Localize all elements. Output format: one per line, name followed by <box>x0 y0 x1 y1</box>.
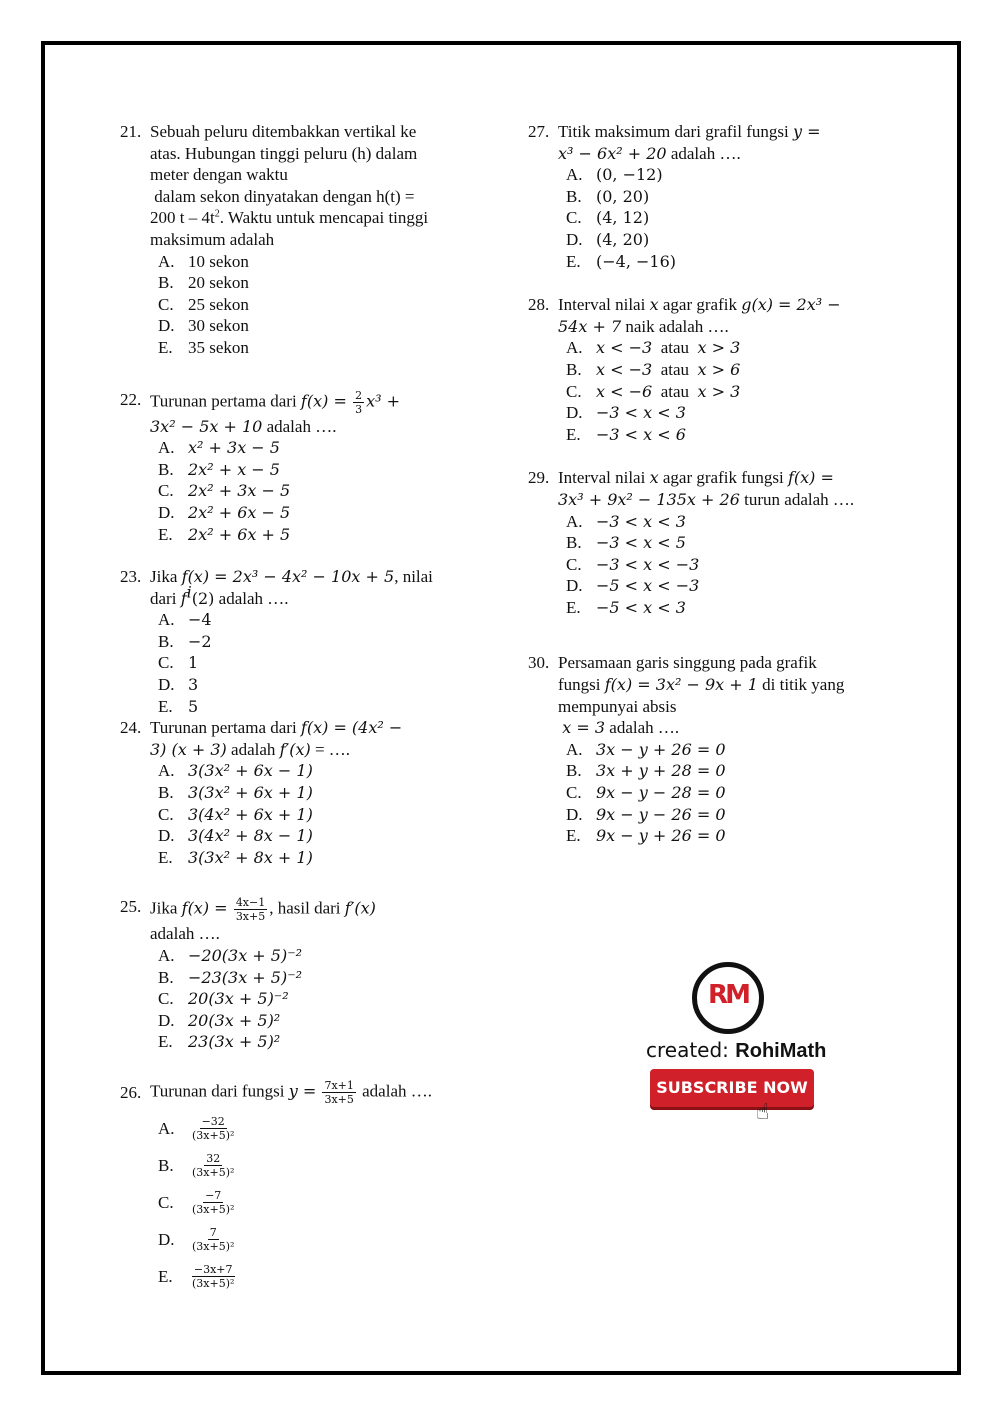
fraction: $\frac{7x+1}{3x+5}$ <box>324 1078 354 1106</box>
option[interactable]: B. 2x² + x − 5 <box>158 459 280 479</box>
option[interactable]: C. 9x − y − 28 = 0 <box>566 783 726 803</box>
option[interactable]: A. x² + 3x − 5 <box>158 438 280 458</box>
options-list <box>528 511 888 619</box>
option[interactable]: A. (0, −12) <box>566 165 663 185</box>
options-list <box>528 739 888 847</box>
option[interactable]: A. 10 sekon <box>158 251 249 271</box>
option[interactable]: B. $\frac{32}{\text{(3x+5)²}}$ <box>158 1151 235 1179</box>
option[interactable]: B. 3x + y + 28 = 0 <box>566 761 726 781</box>
option[interactable]: B. −2 <box>158 631 212 651</box>
question-26: 26. Turunan dari fungsi y = $\frac{7x+1}{3x+5}$ adalah …. A. $\frac{-32}{\text{(3x+5)²}}$ B. $\frac{32}{\text{(3x+5)²}}$ C. $\frac{-7}{\text{(3x+5)²}}$ D. $\frac{7}{\text{(3x+5)²}}$ E. $\frac{-3x+7}{\text{(3x+5)²}}$ <box>120 1079 480 1295</box>
option[interactable]: C. (4, 12) <box>566 208 650 228</box>
option[interactable]: E. 35 sekon <box>158 337 249 357</box>
option[interactable]: C. $\frac{-7}{\text{(3x+5)²}}$ <box>158 1188 235 1216</box>
options-list <box>528 337 888 445</box>
option[interactable]: C. 3(4x² + 6x + 1) <box>158 804 313 824</box>
option[interactable]: B. 20 sekon <box>158 273 249 293</box>
question-25: 25. Jika f(x) = $\frac{4x-1}{3x+5}$ , hasil dari f′(x) adalah …. A. −20(3x + 5)⁻² B. −23(3x + 5)⁻² C. 20(3x + 5)⁻² D. 20(3x + 5)² E. 23(3x + 5)² <box>120 896 480 1053</box>
options-list <box>120 760 480 868</box>
question-22: 22. Turunan pertama dari f(x) = $\frac{2}{3}$ x³ + 3x² − 5x + 10 adalah …. A. x² + 3x − 5 B. 2x² + x − 5 C. 2x² + 3x − 5 D. 2x² + 6x − 5 E. 2x² + 6x + 5 <box>120 389 480 546</box>
option[interactable]: D. 30 sekon <box>158 316 249 336</box>
question-29: 29. Interval nilai x agar grafik fungsi f(x) = 3x³ + 9x² − 135x + 26 turun adalah …. A. −3 < x < 3 B. −3 < x < 5 C. −3 < x < −3 D. −5 < x < −3 E. −5 < x < 3 <box>528 467 888 618</box>
option[interactable]: D. 3 <box>158 675 199 695</box>
question-text: Sebuah peluru ditembakkan vertikal ke atas. Hubungan tinggi peluru (h) dalam meter dengan waktu dalam sekon dinyatakan dengan h(t) = 200 t – $4t^2$. Waktu untuk mencapai tinggi maksimum adalah <box>150 122 429 249</box>
options-list <box>120 437 480 545</box>
option[interactable]: E. 23(3x + 5)² <box>158 1032 281 1052</box>
created-by: created: RohiMath <box>646 1038 827 1062</box>
option[interactable]: E. 9x − y + 26 = 0 <box>566 826 726 846</box>
option[interactable]: B. −23(3x + 5)⁻² <box>158 967 303 987</box>
question-number: 21. <box>120 122 142 141</box>
option[interactable]: C. 25 sekon <box>158 294 249 314</box>
option[interactable]: C. x < −6 atau x > 3 <box>566 381 741 401</box>
option[interactable]: E. −3 < x < 6 <box>566 424 686 444</box>
subscribe-button[interactable]: SUBSCRIBE NOW <box>650 1069 814 1107</box>
question-27: 27. Titik maksimum dari grafil fungsi y = x³ − 6x² + 20 adalah …. A. (0, −12) B. (0, 20) C. (4, 12) D. (4, 20) E. (−4, −16) <box>528 121 888 272</box>
question-24: 24. Turunan pertama dari f(x) = (4x² − 3) (x + 3) adalah f′(x) = …. A. 3(3x² + 6x − 1) B. 3(3x² + 6x + 1) C. 3(4x² + 6x + 1) D. 3(4x² + 8x − 1) E. 3(3x² + 8x + 1) <box>120 717 480 868</box>
option[interactable]: B. 3(3x² + 6x + 1) <box>158 783 313 803</box>
options-list <box>528 164 888 272</box>
option[interactable]: C. 20(3x + 5)⁻² <box>158 989 289 1009</box>
option[interactable]: A. 3x − y + 26 = 0 <box>566 739 726 759</box>
option[interactable]: D. −5 < x < −3 <box>566 576 700 596</box>
option[interactable]: C. −3 < x < −3 <box>566 554 700 574</box>
option[interactable]: B. −3 < x < 5 <box>566 533 686 553</box>
option[interactable]: B. (0, 20) <box>566 186 650 206</box>
option[interactable]: E. −5 < x < 3 <box>566 597 686 617</box>
option[interactable]: A. x < −3 atau x > 3 <box>566 338 741 358</box>
option[interactable]: E. 3(3x² + 8x + 1) <box>158 847 313 867</box>
option[interactable]: D. 20(3x + 5)² <box>158 1010 281 1030</box>
option[interactable]: A. −4 <box>158 610 212 630</box>
brand-block <box>640 962 830 1132</box>
fraction: $\frac{4x-1}{3x+5}$ <box>235 896 266 924</box>
option[interactable]: E. (−4, −16) <box>566 251 677 271</box>
options-list <box>120 609 480 717</box>
question-28: 28. Interval nilai x agar grafik g(x) = 2x³ − 54x + 7 naik adalah …. A. x < −3 atau x > 3 B. x < −3 atau x > 6 C. x < −6 atau x > 3 D. −3 < x < 3 E. −3 < x < 6 <box>528 294 888 445</box>
option[interactable]: D. (4, 20) <box>566 229 650 249</box>
hand-cursor-icon: ☝ <box>756 1100 770 1125</box>
option[interactable]: B. x < −3 atau x > 6 <box>566 359 741 379</box>
options-list <box>120 945 480 1053</box>
option[interactable]: A. −3 < x < 3 <box>566 511 686 531</box>
option[interactable]: E. 2x² + 6x + 5 <box>158 524 291 544</box>
option[interactable]: A. −20(3x + 5)⁻² <box>158 946 303 965</box>
option[interactable]: D. −3 < x < 3 <box>566 403 686 423</box>
left-column <box>120 121 480 1295</box>
option[interactable]: C. 2x² + 3x − 5 <box>158 481 291 501</box>
option[interactable]: D. 3(4x² + 8x − 1) <box>158 826 313 846</box>
option[interactable]: D. 2x² + 6x − 5 <box>158 502 291 522</box>
question-23: 23. Jika f(x) = 2x³ − 4x² − 10x + 5, nilai dari $f^i(2)$ adalah …. A. −4 B. −2 C. 1 D. 3 E. 5 <box>120 566 480 717</box>
option[interactable]: A. 3(3x² + 6x − 1) <box>158 761 313 781</box>
options-list <box>120 1110 480 1295</box>
question-21 <box>120 121 480 359</box>
option[interactable]: C. 1 <box>158 653 199 673</box>
option[interactable]: A. $\frac{-32}{\text{(3x+5)²}}$ <box>158 1114 235 1142</box>
right-column <box>528 121 888 847</box>
question-30: 30. Persamaan garis singgung pada grafik fungsi f(x) = 3x² − 9x + 1 di titik yang mempunyai absis x = 3 adalah …. A. 3x − y + 26 = 0 B. 3x + y + 28 = 0 C. 9x − y − 28 = 0 D. 9x − y − 26 = 0 E. 9x − y + 26 = 0 <box>528 652 888 846</box>
fraction: $\frac{2}{3}$ <box>355 388 363 416</box>
option[interactable]: D. 9x − y − 26 = 0 <box>566 804 726 824</box>
option[interactable]: D. $\frac{7}{\text{(3x+5)²}}$ <box>158 1225 235 1253</box>
options-list <box>120 251 480 359</box>
option[interactable]: E. 5 <box>158 696 199 716</box>
option[interactable]: E. $\frac{-3x+7}{\text{(3x+5)²}}$ <box>158 1262 235 1290</box>
rohimath-logo: RM <box>692 962 764 1034</box>
